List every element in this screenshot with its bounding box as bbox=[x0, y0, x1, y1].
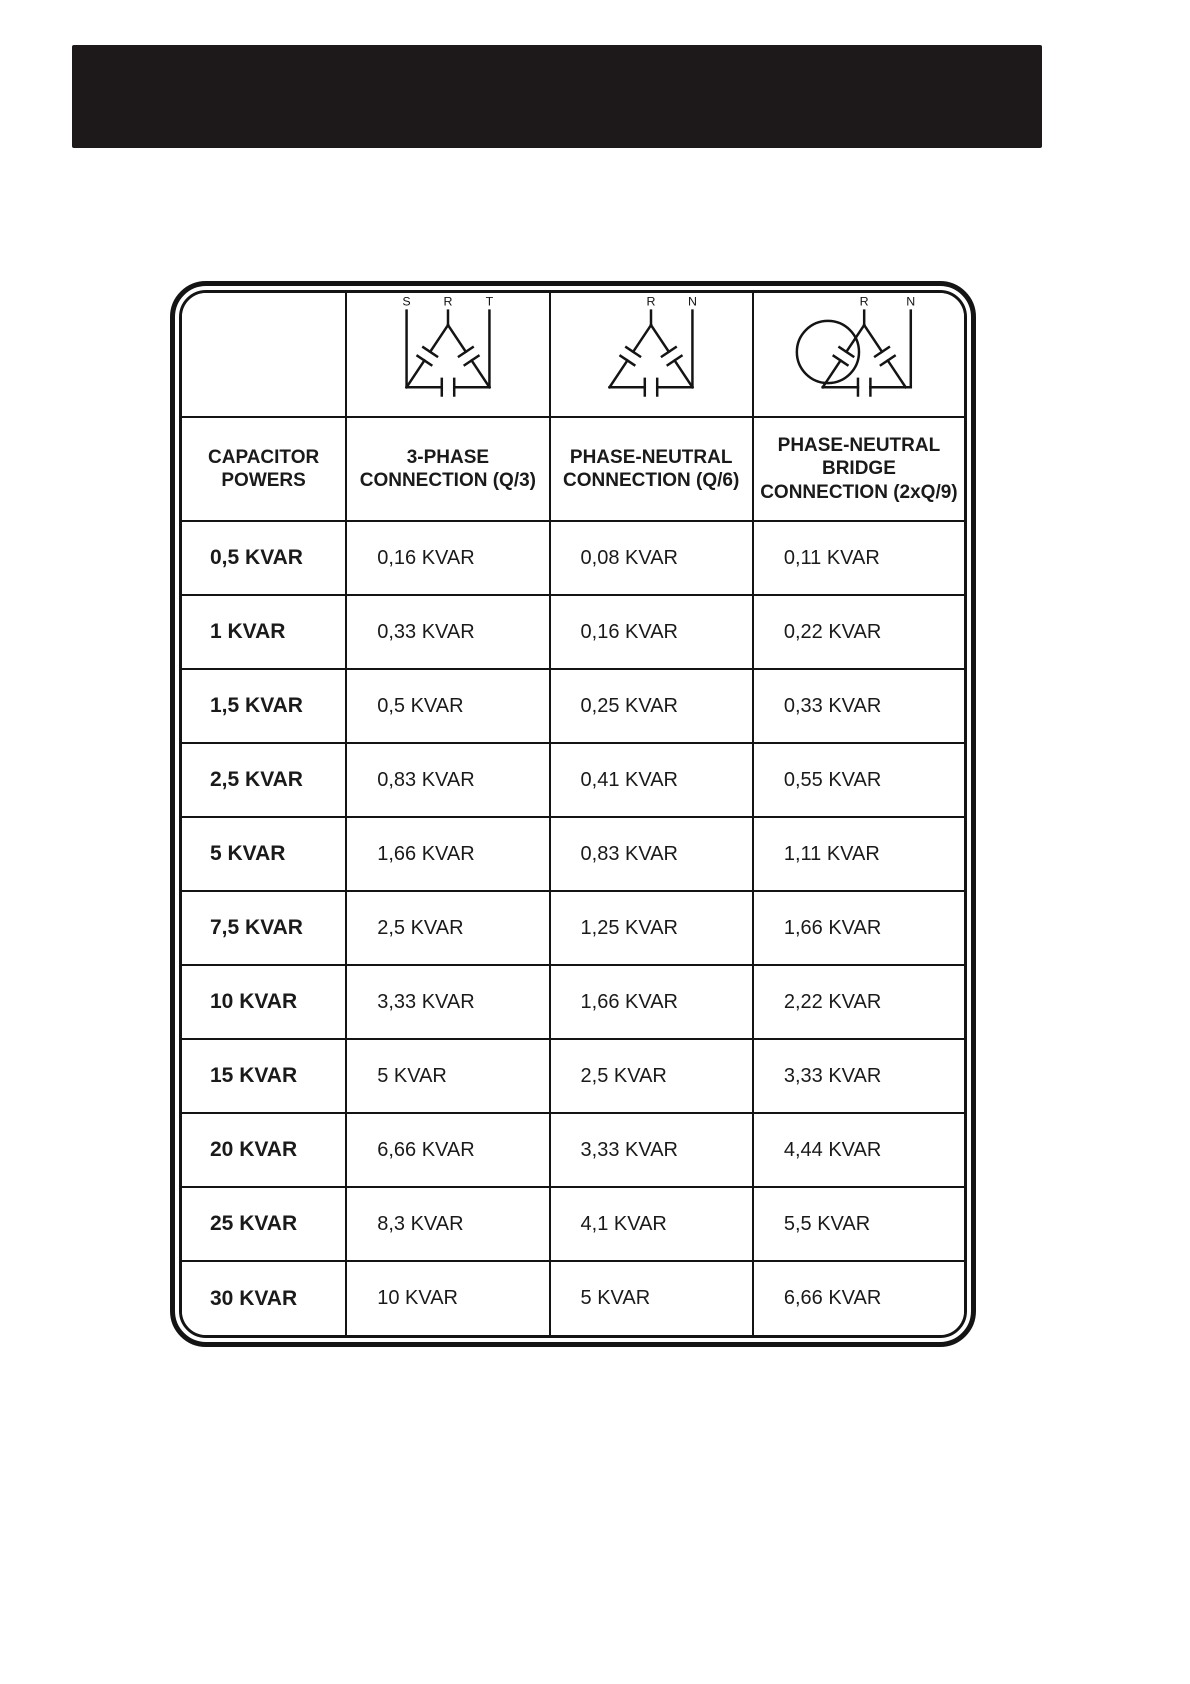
capacitor-symbol bbox=[662, 347, 682, 365]
q9-value-cell: 1,66 KVAR bbox=[753, 891, 964, 965]
capacitor-power-cell: 1 KVAR bbox=[182, 595, 346, 669]
capacitor-power-cell: 25 KVAR bbox=[182, 1187, 346, 1261]
q3-value-cell: 2,5 KVAR bbox=[346, 891, 549, 965]
q6-value-cell: 0,16 KVAR bbox=[550, 595, 753, 669]
bridge-diagram-cell bbox=[753, 293, 964, 417]
table-row bbox=[182, 1113, 964, 1187]
header-row bbox=[182, 417, 964, 521]
column-header-capacitor-powers: CAPACITOR POWERS bbox=[182, 417, 346, 521]
q6-value-cell: 0,08 KVAR bbox=[550, 521, 753, 595]
column-header-bridge: PHASE-NEUTRAL BRIDGE CONNECTION (2xQ/9) bbox=[753, 417, 964, 521]
q3-value-cell: 0,83 KVAR bbox=[346, 743, 549, 817]
table-row bbox=[182, 891, 964, 965]
q3-value-cell: 0,33 KVAR bbox=[346, 595, 549, 669]
terminal-label-r: R bbox=[443, 294, 453, 309]
capacitor-power-cell: 0,5 KVAR bbox=[182, 521, 346, 595]
three-phase-delta-diagram bbox=[362, 294, 534, 410]
capacitor-power-cell: 10 KVAR bbox=[182, 965, 346, 1039]
table-row bbox=[182, 521, 964, 595]
q6-value-cell: 0,41 KVAR bbox=[550, 743, 753, 817]
q9-value-cell: 0,55 KVAR bbox=[753, 743, 964, 817]
table-row bbox=[182, 595, 964, 669]
q3-value-cell: 0,5 KVAR bbox=[346, 669, 549, 743]
table-row bbox=[182, 965, 964, 1039]
q9-value-cell: 0,22 KVAR bbox=[753, 595, 964, 669]
q6-value-cell: 3,33 KVAR bbox=[550, 1113, 753, 1187]
capacitor-symbol bbox=[417, 347, 437, 365]
capacitor-power-cell: 1,5 KVAR bbox=[182, 669, 346, 743]
terminal-label-r: R bbox=[646, 294, 656, 309]
q9-value-cell: 0,33 KVAR bbox=[753, 669, 964, 743]
capacitor-power-cell: 15 KVAR bbox=[182, 1039, 346, 1113]
q9-value-cell: 4,44 KVAR bbox=[753, 1113, 964, 1187]
q3-value-cell: 8,3 KVAR bbox=[346, 1187, 549, 1261]
capacitor-symbol bbox=[621, 347, 641, 365]
table-row bbox=[182, 743, 964, 817]
q3-value-cell: 10 KVAR bbox=[346, 1261, 549, 1335]
q6-value-cell: 4,1 KVAR bbox=[550, 1187, 753, 1261]
connection-table-frame bbox=[170, 281, 976, 1347]
q9-value-cell: 3,33 KVAR bbox=[753, 1039, 964, 1113]
q6-value-cell: 5 KVAR bbox=[550, 1261, 753, 1335]
column-header-3-phase: 3-PHASE CONNECTION (Q/3) bbox=[346, 417, 549, 521]
q9-value-cell: 2,22 KVAR bbox=[753, 965, 964, 1039]
q3-value-cell: 0,16 KVAR bbox=[346, 521, 549, 595]
q6-value-cell: 0,25 KVAR bbox=[550, 669, 753, 743]
column-header-phase-neutral: PHASE-NEUTRAL CONNECTION (Q/6) bbox=[550, 417, 753, 521]
q3-value-cell: 5 KVAR bbox=[346, 1039, 549, 1113]
three-phase-diagram-cell bbox=[346, 293, 549, 417]
capacitor-power-cell: 2,5 KVAR bbox=[182, 743, 346, 817]
connection-table-frame-inner bbox=[179, 290, 967, 1338]
table-row bbox=[182, 1039, 964, 1113]
terminal-label-s: S bbox=[402, 294, 411, 309]
table-row bbox=[182, 817, 964, 891]
capacitor-symbol bbox=[834, 347, 854, 365]
q6-value-cell: 2,5 KVAR bbox=[550, 1039, 753, 1113]
page-header-bar bbox=[72, 45, 1042, 148]
phase-neutral-bridge-diagram bbox=[769, 294, 949, 410]
capacitor-symbol bbox=[459, 347, 479, 365]
table-row bbox=[182, 1187, 964, 1261]
q6-value-cell: 0,83 KVAR bbox=[550, 817, 753, 891]
q3-value-cell: 1,66 KVAR bbox=[346, 817, 549, 891]
capacitor-power-cell: 30 KVAR bbox=[182, 1261, 346, 1335]
terminal-label-r: R bbox=[859, 294, 869, 309]
capacitor-power-cell: 20 KVAR bbox=[182, 1113, 346, 1187]
diagram-row bbox=[182, 293, 964, 417]
q9-value-cell: 1,11 KVAR bbox=[753, 817, 964, 891]
q6-value-cell: 1,25 KVAR bbox=[550, 891, 753, 965]
capacitor-connection-table bbox=[182, 293, 964, 1335]
q3-value-cell: 6,66 KVAR bbox=[346, 1113, 549, 1187]
table-row bbox=[182, 669, 964, 743]
capacitor-symbol bbox=[875, 347, 895, 365]
q6-value-cell: 1,66 KVAR bbox=[550, 965, 753, 1039]
terminal-label-n: N bbox=[688, 294, 698, 309]
phase-neutral-diagram bbox=[565, 294, 737, 410]
phase-neutral-diagram-cell bbox=[550, 293, 753, 417]
bridge-circle bbox=[797, 321, 859, 383]
terminal-label-t: T bbox=[485, 294, 494, 309]
q9-value-cell: 5,5 KVAR bbox=[753, 1187, 964, 1261]
capacitor-power-cell: 5 KVAR bbox=[182, 817, 346, 891]
empty-corner-cell bbox=[182, 293, 346, 417]
capacitor-power-cell: 7,5 KVAR bbox=[182, 891, 346, 965]
q9-value-cell: 6,66 KVAR bbox=[753, 1261, 964, 1335]
q9-value-cell: 0,11 KVAR bbox=[753, 521, 964, 595]
terminal-label-n: N bbox=[906, 294, 916, 309]
q3-value-cell: 3,33 KVAR bbox=[346, 965, 549, 1039]
table-row bbox=[182, 1261, 964, 1335]
